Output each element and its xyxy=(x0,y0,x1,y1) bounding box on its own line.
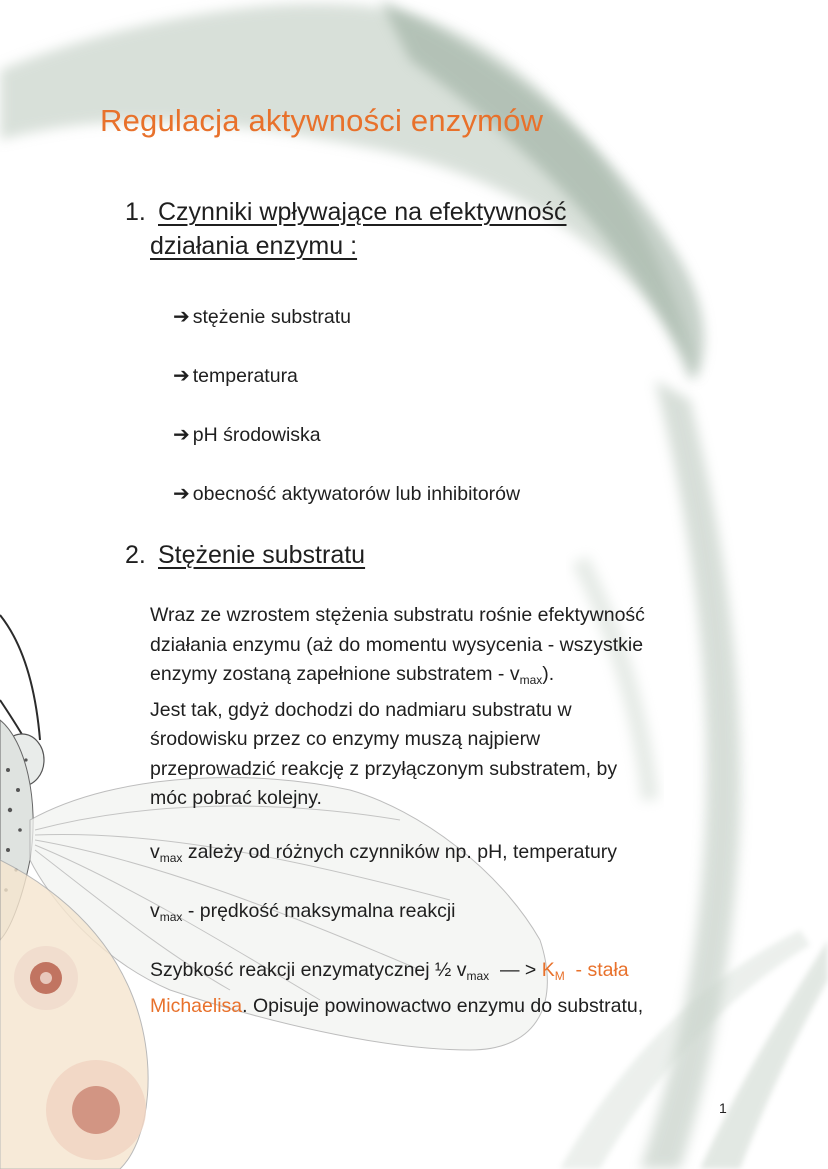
paragraph-saturation xyxy=(150,601,750,814)
paragraph-vmax-definition: $v_{max}$ - prędkość maksymalna reakcji xyxy=(150,900,456,924)
section-1-number: 1. xyxy=(125,198,146,226)
text-line: przeprowadzić reakcję z przyłączonym substratem, by xyxy=(150,757,618,780)
bullet-item xyxy=(173,422,321,447)
michaelisa-term: Michaelisa xyxy=(150,994,243,1017)
section-1-title-line2: działania enzymu : xyxy=(150,232,358,260)
text-line: działania enzymu (aż do momentu wysycenia - wszystkie xyxy=(150,633,644,656)
bullet-text: obecność aktywatorów lub inhibitorów xyxy=(192,483,521,505)
bullet-item xyxy=(173,304,351,329)
text-line: środowisku przez co enzymy muszą najpierw xyxy=(150,728,541,750)
bullet-item xyxy=(173,481,520,506)
page-number: 1 xyxy=(719,1100,727,1116)
text-line: Jest tak, gdyż dochodzi do nadmiaru substratu w xyxy=(150,698,572,721)
section-1-title-line1: Czynniki wpływające na efektywność xyxy=(158,198,567,226)
bullet-item xyxy=(173,363,298,388)
text-line: móc pobrać kolejny. xyxy=(150,787,322,809)
page-title: Regulacja aktywności enzymów xyxy=(100,103,544,138)
arrow-icon: ➔ xyxy=(173,422,190,446)
km-symbol: K xyxy=(541,959,555,981)
paragraph-vmax-factors: $v_{max}$ zależy od różnych czynników np. pH, temperatury xyxy=(150,841,618,865)
section-2-heading xyxy=(125,538,365,572)
bullet-text: stężenie substratu xyxy=(192,306,352,328)
arrow-icon: ➔ xyxy=(173,304,190,328)
text-line: Wraz ze wzrostem stężenia substratu rośnie efektywność xyxy=(150,604,645,626)
bullet-text: pH środowiska xyxy=(192,424,321,446)
section-2-number: 2. xyxy=(125,541,146,569)
paragraph-km: Szybkość reakcji enzymatycznej ½ $v_{max}$ — > $K_M$ - stała Michaelisa. Opisuje powinowactwo enzymu do substratu, xyxy=(150,959,644,1017)
text-line: enzymy zostaną zapełnione substratem - $v_{max}$). xyxy=(150,663,555,687)
section-2-title: Stężenie substratu xyxy=(158,541,366,569)
section-1-heading xyxy=(125,195,567,263)
arrow-icon: ➔ xyxy=(173,363,190,387)
arrow-icon: ➔ xyxy=(173,481,190,505)
bullet-text: temperatura xyxy=(192,365,298,387)
